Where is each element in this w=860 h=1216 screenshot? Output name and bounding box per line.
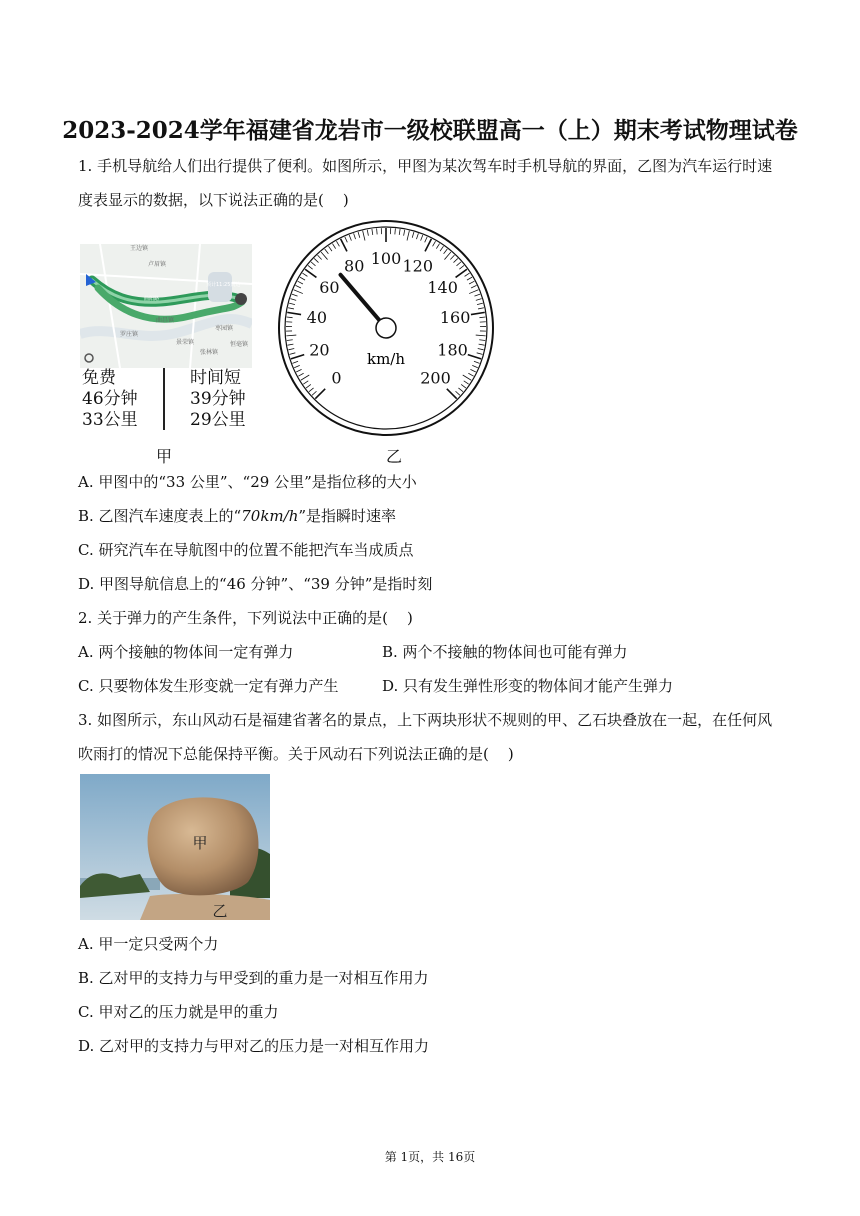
gauge-tick <box>287 344 293 345</box>
gauge-tick <box>287 340 293 341</box>
gauge-tick <box>332 244 335 249</box>
gauge-tick <box>479 344 485 345</box>
q1-option-b-prefix: B. 乙图汽车速度表上的“ <box>78 507 242 525</box>
gauge-tick <box>315 389 325 399</box>
gauge-tick <box>287 317 293 318</box>
gauge-tick-label: 60 <box>319 277 340 297</box>
gauge-tick <box>341 239 347 251</box>
gauge-tick <box>479 340 485 341</box>
gauge-tick <box>287 312 301 314</box>
route-time: 39分钟 <box>190 389 246 409</box>
gauge-tick <box>328 246 331 251</box>
gauge-tick <box>425 237 427 242</box>
gauge-tick <box>444 249 448 254</box>
gauge-tick <box>457 262 462 266</box>
route-type: 时间短 <box>190 368 241 388</box>
gauge-tick <box>291 355 304 359</box>
gauge-tick-label: 180 <box>437 340 468 360</box>
gauge-tick <box>292 361 298 363</box>
gauge-tick <box>478 349 484 350</box>
route-type: 免费 <box>82 368 116 388</box>
route-divider <box>163 368 165 430</box>
gauge-tick <box>477 353 483 355</box>
gauge-tick-label: 20 <box>309 340 330 360</box>
gauge-tick <box>298 373 303 376</box>
route-distance: 33公里 <box>82 410 138 430</box>
gauge-tick <box>358 232 360 238</box>
gauge-tick <box>444 252 450 260</box>
gauge-tick <box>471 285 476 288</box>
q2-option-c: C. 只要物体发生形变就一定有弹力产生 <box>78 677 339 695</box>
gauge-tick <box>292 294 298 296</box>
gauge-tick <box>464 381 469 384</box>
gauge-tick <box>440 246 443 251</box>
navigation-map-figure <box>80 244 252 368</box>
page-footer: 第 1页，共 16页 <box>384 1150 476 1164</box>
figure-caption-b: 乙 <box>386 447 403 466</box>
gauge-tick <box>336 241 339 246</box>
gauge-tick <box>325 249 329 254</box>
gauge-tick <box>469 290 478 294</box>
gauge-tick <box>472 365 478 367</box>
gauge-tick <box>454 258 458 262</box>
gauge-tick <box>421 235 423 241</box>
gauge-tick <box>399 229 400 235</box>
gauge-tick <box>308 265 313 269</box>
gauge-tick <box>318 255 322 259</box>
gauge-tick <box>471 312 485 314</box>
gauge-tick <box>425 239 431 251</box>
gauge-tick <box>465 273 470 276</box>
route-option-fast <box>190 368 246 431</box>
speedometer-figure <box>276 218 496 438</box>
q3-option-c: C. 甲对乙的压力就是甲的重力 <box>78 1003 279 1021</box>
q1-option-a: A. 甲图中的“33 公里”、“29 公里”是指位移的大小 <box>78 473 417 491</box>
gauge-tick <box>309 388 314 392</box>
gauge-tick <box>479 317 485 318</box>
gauge-tick <box>300 277 305 280</box>
needle-hub <box>376 318 396 338</box>
gauge-tick <box>459 265 464 269</box>
q3-stem-line1: 3. 如图所示，东山风动石是福建省著名的景点，上下两块形状不规则的甲、乙石块叠放在一起，在任何风 <box>78 711 773 729</box>
q1-option-b-math: 70km/h <box>241 507 299 525</box>
gauge-tick <box>477 303 483 304</box>
gauge-tick <box>463 375 472 380</box>
gauge-tick <box>436 244 439 249</box>
map-place-label: 王边镇 <box>130 245 149 252</box>
q2-option-b: B. 两个不接触的物体间也可能有弹力 <box>382 643 628 661</box>
gauge-tick <box>306 384 311 388</box>
gauge-tick <box>467 277 472 280</box>
gauge-tick-label: 0 <box>331 368 342 388</box>
q3-option-b: B. 乙对甲的支持力与甲受到的重力是一对相互作用力 <box>78 969 429 987</box>
gauge-tick <box>458 388 463 392</box>
page-title: 2023-2024学年福建省龙岩市一级校联盟高一（上）期末考试物理试卷 <box>62 117 798 144</box>
gauge-tick <box>296 369 301 372</box>
gauge-tick-label: 40 <box>306 308 328 328</box>
gauge-tick <box>301 375 310 380</box>
map-place-label: 景荣镇 <box>176 339 195 346</box>
navigation-map <box>80 244 252 368</box>
map-place-label: 枣园镇 <box>215 325 234 332</box>
balancing-rock-photo <box>80 774 270 920</box>
figure-caption-a: 甲 <box>156 447 173 466</box>
gauge-tick <box>476 299 482 301</box>
gauge-tick <box>474 361 480 363</box>
q1-option-d: D. 甲图导航信息上的“46 分钟”、“39 分钟”是指时刻 <box>78 575 433 593</box>
gauge-tick <box>468 373 473 376</box>
q3-stem-line2: 吹雨打的情况下总能保持平衡。关于风动石下列说法正确的是( ) <box>78 745 514 763</box>
gauge-tick-label: 160 <box>439 308 471 328</box>
gauge-tick <box>290 353 296 355</box>
gauge-tick <box>377 228 378 234</box>
gauge-tick <box>321 252 327 260</box>
q1-option-c: C. 研究汽车在导航图中的位置不能把汽车当成质点 <box>78 541 414 559</box>
gauge-tick <box>478 308 484 309</box>
map-place-label: 曲昌镇 <box>156 317 175 324</box>
gauge-tick <box>363 231 365 241</box>
map-place-label: 卢眉镇 <box>148 261 167 268</box>
route-option-free <box>82 368 138 431</box>
rock-photo <box>80 774 270 920</box>
gauge-tick-label: 140 <box>427 277 458 297</box>
q2-stem: 2. 关于弹力的产生条件，下列说法中正确的是( ) <box>78 609 413 627</box>
gauge-tick <box>367 230 368 236</box>
gauge-tick <box>345 237 347 242</box>
gauge-tick <box>447 389 457 399</box>
gauge-tick <box>395 228 396 234</box>
gauge-tick <box>298 281 303 284</box>
gauge-tick <box>372 229 373 235</box>
q2-option-d: D. 只有发生弹性形变的物体间才能产生弹力 <box>382 677 674 695</box>
route-distance: 29公里 <box>190 410 246 430</box>
gauge-tick <box>404 230 405 236</box>
gauge-tick <box>311 262 316 266</box>
gauge-tick <box>456 391 460 395</box>
gauge-tick <box>476 335 486 336</box>
gauge-tick <box>312 391 316 395</box>
gauge-tick <box>288 308 294 309</box>
gauge-tick <box>289 303 295 304</box>
map-place-label: 张林镇 <box>200 349 219 356</box>
gauge-tick <box>433 241 436 246</box>
q1-option-b-suffix: ”是指瞬时速率 <box>298 507 397 525</box>
gauge-tick-label: 100 <box>370 249 402 268</box>
gauge-tick-label: 80 <box>344 256 365 276</box>
map-eta-label: 预计11:25到达 <box>206 282 241 288</box>
route-time: 46分钟 <box>82 389 138 409</box>
photo-label-top: 甲 <box>192 834 208 852</box>
gauge-tick <box>294 290 303 294</box>
gauge-tick <box>470 369 475 372</box>
gauge-tick <box>296 285 301 288</box>
map-route-label: 曲阳路 <box>144 296 160 302</box>
gauge-tick <box>302 273 307 276</box>
gauge-tick <box>407 231 409 241</box>
gauge-tick <box>288 349 294 350</box>
q1-stem-line1: 1. 手机导航给人们出行提供了便利。如图所示，甲图为某次驾车时手机导航的界面，乙图为汽车运行时速 <box>78 157 773 175</box>
photo-label-bottom: 乙 <box>212 902 228 920</box>
gauge-tick <box>461 384 466 388</box>
navigation-route-options <box>80 368 252 434</box>
speedometer <box>276 218 496 438</box>
gauge-tick <box>286 335 296 336</box>
gauge-tick-label: 120 <box>402 256 434 276</box>
gauge-tick <box>469 281 474 284</box>
map-place-label: 罗庄镇 <box>120 331 139 338</box>
q1-stem-line2: 度表显示的数据，以下说法正确的是( ) <box>78 191 349 209</box>
gauge-tick <box>474 294 480 296</box>
q2-option-a: A. 两个接触的物体间一定有弹力 <box>78 643 294 661</box>
gauge-tick <box>294 365 300 367</box>
q3-option-a: A. 甲一定只受两个力 <box>78 935 219 953</box>
gauge-tick <box>412 232 414 238</box>
gauge-tick <box>416 233 418 239</box>
gauge-tick <box>450 255 454 259</box>
map-place-label: 恒毫镇 <box>230 341 249 348</box>
gauge-tick <box>303 381 308 384</box>
gauge-tick-label: 200 <box>420 368 451 388</box>
gauge-tick <box>468 355 481 359</box>
q1-option-b <box>78 506 396 526</box>
speedometer-unit: km/h <box>366 350 406 368</box>
gauge-tick <box>349 235 351 241</box>
gauge-tick <box>314 258 318 262</box>
gauge-tick <box>354 233 356 239</box>
gauge-tick <box>290 299 296 301</box>
q3-option-d: D. 乙对甲的支持力与甲对乙的压力是一对相互作用力 <box>78 1037 430 1055</box>
